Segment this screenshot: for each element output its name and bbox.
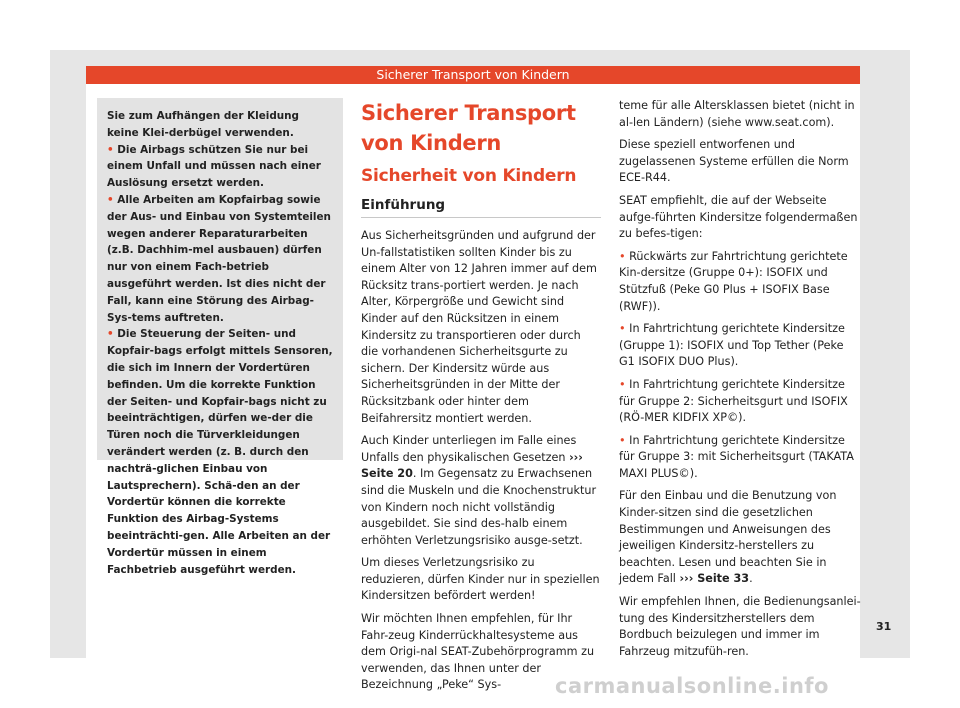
body-paragraph: Wir möchten Ihnen empfehlen, für Ihr Fahr-zeug Kinderrückhaltesysteme aus dem Origi-nal SEAT-Zubehörprogramm zu verwenden, das Ihnen unter der Bezeichnung „Peke“ Sys- xyxy=(361,612,595,692)
bullet-icon: • xyxy=(619,433,630,447)
list-item: • Rückwärts zur Fahrtrichtung gerichtete Kin-dersitze (Gruppe 0+): ISOFIX und Stützfuß (Peke G0 Plus + ISOFIX Base (RWF)). xyxy=(619,249,848,313)
intro-heading-rule xyxy=(361,196,601,218)
bullet-icon: • xyxy=(107,328,114,341)
body-paragraph: Um dieses Verletzungsrisiko zu reduzieren, dürfen Kinder nur in speziellen Kindersitzen befördert werden! xyxy=(361,556,600,603)
warning-paragraph: • Alle Arbeiten am Kopfairbag sowie der Aus- und Einbau von Systemteilen wegen anderer Reparaturarbeiten (z.B. Dachhim-mel ausbauen) dürfen nur von einem Fach-betrieb ausgeführt werden. Ist dies nicht der Fall, kann eine Störung des Airbag-Sys-tems auftreten. xyxy=(107,193,331,324)
body-paragraph: Diese speziell entworfenen und zugelassenen Systeme erfüllen die Norm ECE-R44. xyxy=(619,138,849,185)
right-column xyxy=(619,98,861,666)
body-paragraph: SEAT empfiehlt, die auf der Webseite aufge-führten Kindersitze folgendermaßen zu befes-tigen: xyxy=(619,193,858,241)
intro-heading: Einführung xyxy=(361,197,446,213)
list-item: • In Fahrtrichtung gerichtete Kindersitze (Gruppe 1): ISOFIX und Top Tether (Peke G1 ISOFIX DUO Plus). xyxy=(619,322,845,369)
subsection-title: Sicherheit von Kindern xyxy=(361,166,577,186)
bullet-icon: • xyxy=(107,193,114,206)
warning-paragraph: Sie zum Aufhängen der Kleidung keine Klei-derbügel verwenden. xyxy=(107,110,299,139)
body-paragraph: Für den Einbau und die Benutzung von Kinder-sitzen sind die gesetzlichen Bestimmungen und Anweisungen des jeweiligen Kindersitz-herstellers zu beachten. Lesen und beachten Sie in jedem Fall ››› Seite 33. xyxy=(619,489,837,586)
side-strip xyxy=(860,66,908,658)
watermark: carmanualsonline.info xyxy=(555,674,829,698)
bullet-icon: • xyxy=(619,377,630,391)
bullet-icon: • xyxy=(619,249,630,263)
warning-paragraph: • Die Airbags schützen Sie nur bei einem Unfall und müssen nach einer Auslösung ersetzt werden. xyxy=(107,143,321,190)
warning-box xyxy=(97,98,343,576)
body-paragraph: Wir empfehlen Ihnen, die Bedienungsanlei-tung des Kindersitzherstellers dem Bordbuch beizulegen und immer im Fahrzeug mitzufüh-ren. xyxy=(619,595,861,658)
main-column xyxy=(361,98,601,700)
page-number: 31 xyxy=(876,620,892,633)
body-paragraph: teme für alle Altersklassen bietet (nicht in al-len Ländern) (siehe www.seat.com). xyxy=(619,99,855,129)
page-reference-link[interactable]: ››› Seite 20 xyxy=(361,450,583,481)
chapter-header: Sicherer Transport von Kindern xyxy=(86,66,860,84)
list-item: • In Fahrtrichtung gerichtete Kindersitze für Gruppe 3: mit Sicherheitsgurt (TAKATA MAXI PLUS©). xyxy=(619,433,854,480)
body-paragraph: Auch Kinder unterliegen im Falle eines Unfalls den physikalischen Gesetzen ››› Seite 20. Im Gegensatz zu Erwachsenen sind die Muskeln und die Knochenstruktur von Kindern noch nicht vollständig ausgebildet. Sie sind des-halb einem erhöhten Verletzungsrisiko ausge-setzt. xyxy=(361,434,597,547)
warning-paragraph: • Die Steuerung der Seiten- und Kopfair-bags erfolgt mittels Sensoren, die sich im Innern der Vordertüren befinden. Um die korrekte Funktion der Seiten- und Kopfair-bags nicht zu beeinträchtigen, dürfen we-der die Türen noch die Türverkleidungen verändert werden (z. B. durch den nachträ-glichen Einbau von Lautsprechern). Schä-den an der Vordertür können die korrekte Funktion des Airbag-Systems beeinträchti-gen. Alle Arbeiten an der Vordertür müssen in einem Fachbetrieb ausgeführt werden. xyxy=(107,328,333,576)
list-item: • In Fahrtrichtung gerichtete Kindersitze für Gruppe 2: Sicherheitsgurt und ISOFIX (RÖ-MER KIDFIX XP©). xyxy=(619,377,848,425)
section-title: Sicherer Transport von Kindern xyxy=(361,101,576,155)
bullet-icon: • xyxy=(619,322,630,336)
body-paragraph: Aus Sicherheitsgründen und aufgrund der Un-fallstatistiken sollten Kinder bis zu einem Alter von 12 Jahren immer auf dem Rücksitz trans-portiert werden. Je nach Alter, Körpergröße und Gewicht sind Kinder auf den Rücksitzen in einem Kindersitz zu transportieren oder durch die vorhandenen Sicherheitsgurte zu sichern. Der Kindersitz würde aus Sicherheitsgründen in der Mitte der Rücksitzbank oder hinter dem Beifahrersitz montiert werden. xyxy=(361,229,597,425)
bullet-icon: • xyxy=(107,143,114,156)
page-reference-link[interactable]: ››› Seite 33 xyxy=(679,572,750,586)
